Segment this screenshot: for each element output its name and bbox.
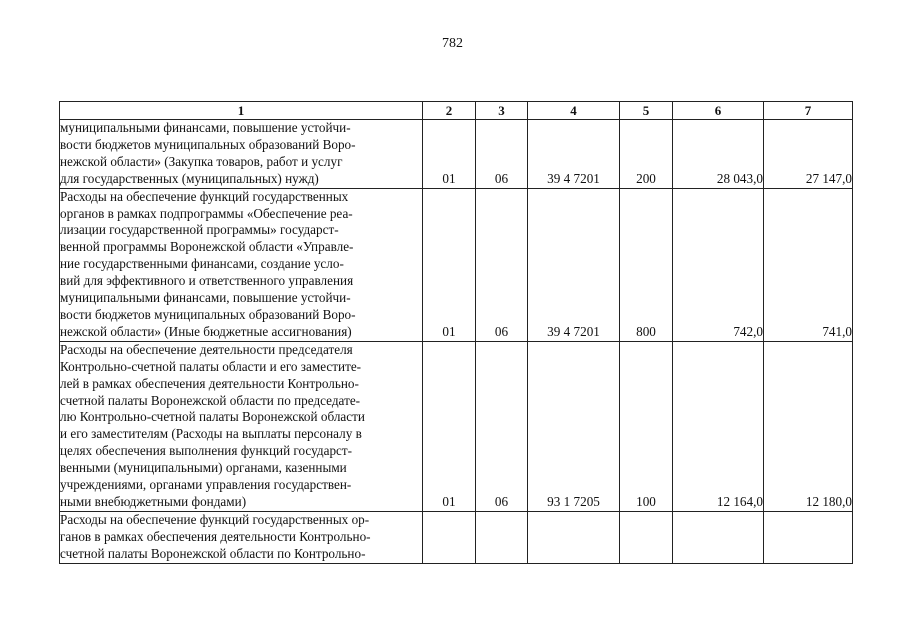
description-line: счетной палаты Воронежской области по председате- (60, 392, 361, 408)
description-line: лизации государственной программы» государст- (60, 222, 339, 238)
description-line: счетной палаты Воронежской области по Контрольно- (60, 545, 366, 561)
row-description (60, 341, 423, 511)
description-line: Расходы на обеспечение деятельности председателя (60, 341, 353, 357)
target-article-code: 93 1 7205 (528, 341, 620, 511)
section-code: 01 (423, 341, 476, 511)
budget-table (59, 101, 853, 564)
subsection-code: 06 (476, 188, 528, 341)
description-line: нежской области» (Закупка товаров, работ и услуг (60, 153, 343, 169)
table-row (60, 188, 853, 341)
subsection-code: 06 (476, 120, 528, 189)
description-line: венной программы Воронежской области «Управле- (60, 239, 354, 255)
amount-year-1: 12 164,0 (673, 341, 764, 511)
column-header: 7 (764, 102, 853, 120)
expense-type-code: 100 (620, 341, 673, 511)
target-article-code (528, 511, 620, 563)
table-row (60, 341, 853, 511)
row-description (60, 120, 423, 189)
column-header: 5 (620, 102, 673, 120)
section-code: 01 (423, 188, 476, 341)
target-article-code: 39 4 7201 (528, 120, 620, 189)
amount-year-2 (764, 511, 853, 563)
description-line: для государственных (муниципальных) нужд) (60, 170, 319, 186)
amount-year-1 (673, 511, 764, 563)
description-line: учреждениями, органами управления государствен- (60, 477, 352, 493)
amount-year-2: 27 147,0 (764, 120, 853, 189)
column-header: 3 (476, 102, 528, 120)
column-header: 4 (528, 102, 620, 120)
description-line: целях обеспечения выполнения функций государст- (60, 443, 353, 459)
section-code: 01 (423, 120, 476, 189)
description-line: лю Контрольно-счетной палаты Воронежской области (60, 409, 365, 425)
page-number: 782 (442, 36, 463, 51)
amount-year-2: 741,0 (764, 188, 853, 341)
description-line: лей в рамках обеспечения деятельности Контрольно- (60, 375, 359, 391)
amount-year-1: 742,0 (673, 188, 764, 341)
section-code (423, 511, 476, 563)
description-line: органов в рамках подпрограммы «Обеспечение реа- (60, 205, 353, 221)
description-line: муниципальными финансами, повышение устойчи- (60, 120, 351, 135)
column-header: 2 (423, 102, 476, 120)
description-line: ными внебюджетными фондами) (60, 493, 247, 509)
description-line: вий для эффективного и ответственного управления (60, 273, 354, 289)
subsection-code (476, 511, 528, 563)
description-line: ганов в рамках обеспечения деятельности Контрольно- (60, 528, 371, 544)
amount-year-2: 12 180,0 (764, 341, 853, 511)
expense-type-code (620, 511, 673, 563)
description-line: Расходы на обеспечение функций государственных ор- (60, 511, 370, 527)
row-description (60, 188, 423, 341)
description-line: вости бюджетов муниципальных образований Воро- (60, 306, 356, 322)
description-line: и его заместителям (Расходы на выплаты персоналу в (60, 426, 362, 442)
row-description (60, 511, 423, 563)
table-row (60, 511, 853, 563)
table-row (60, 120, 853, 189)
description-line: вости бюджетов муниципальных образований Воро- (60, 136, 356, 152)
amount-year-1: 28 043,0 (673, 120, 764, 189)
target-article-code: 39 4 7201 (528, 188, 620, 341)
subsection-code: 06 (476, 341, 528, 511)
column-header: 1 (60, 102, 423, 120)
column-header: 6 (673, 102, 764, 120)
expense-type-code: 200 (620, 120, 673, 189)
table-header-row (60, 102, 853, 120)
description-line: венными (муниципальными) органами, казенными (60, 460, 347, 476)
description-line: нежской области» (Иные бюджетные ассигнования) (60, 323, 352, 339)
description-line: Расходы на обеспечение функций государственных (60, 188, 349, 204)
description-line: муниципальными финансами, повышение устойчи- (60, 290, 351, 306)
description-line: Контрольно-счетной палаты области и его заместите- (60, 358, 362, 374)
description-line: ние государственными финансами, создание усло- (60, 256, 344, 272)
expense-type-code: 800 (620, 188, 673, 341)
